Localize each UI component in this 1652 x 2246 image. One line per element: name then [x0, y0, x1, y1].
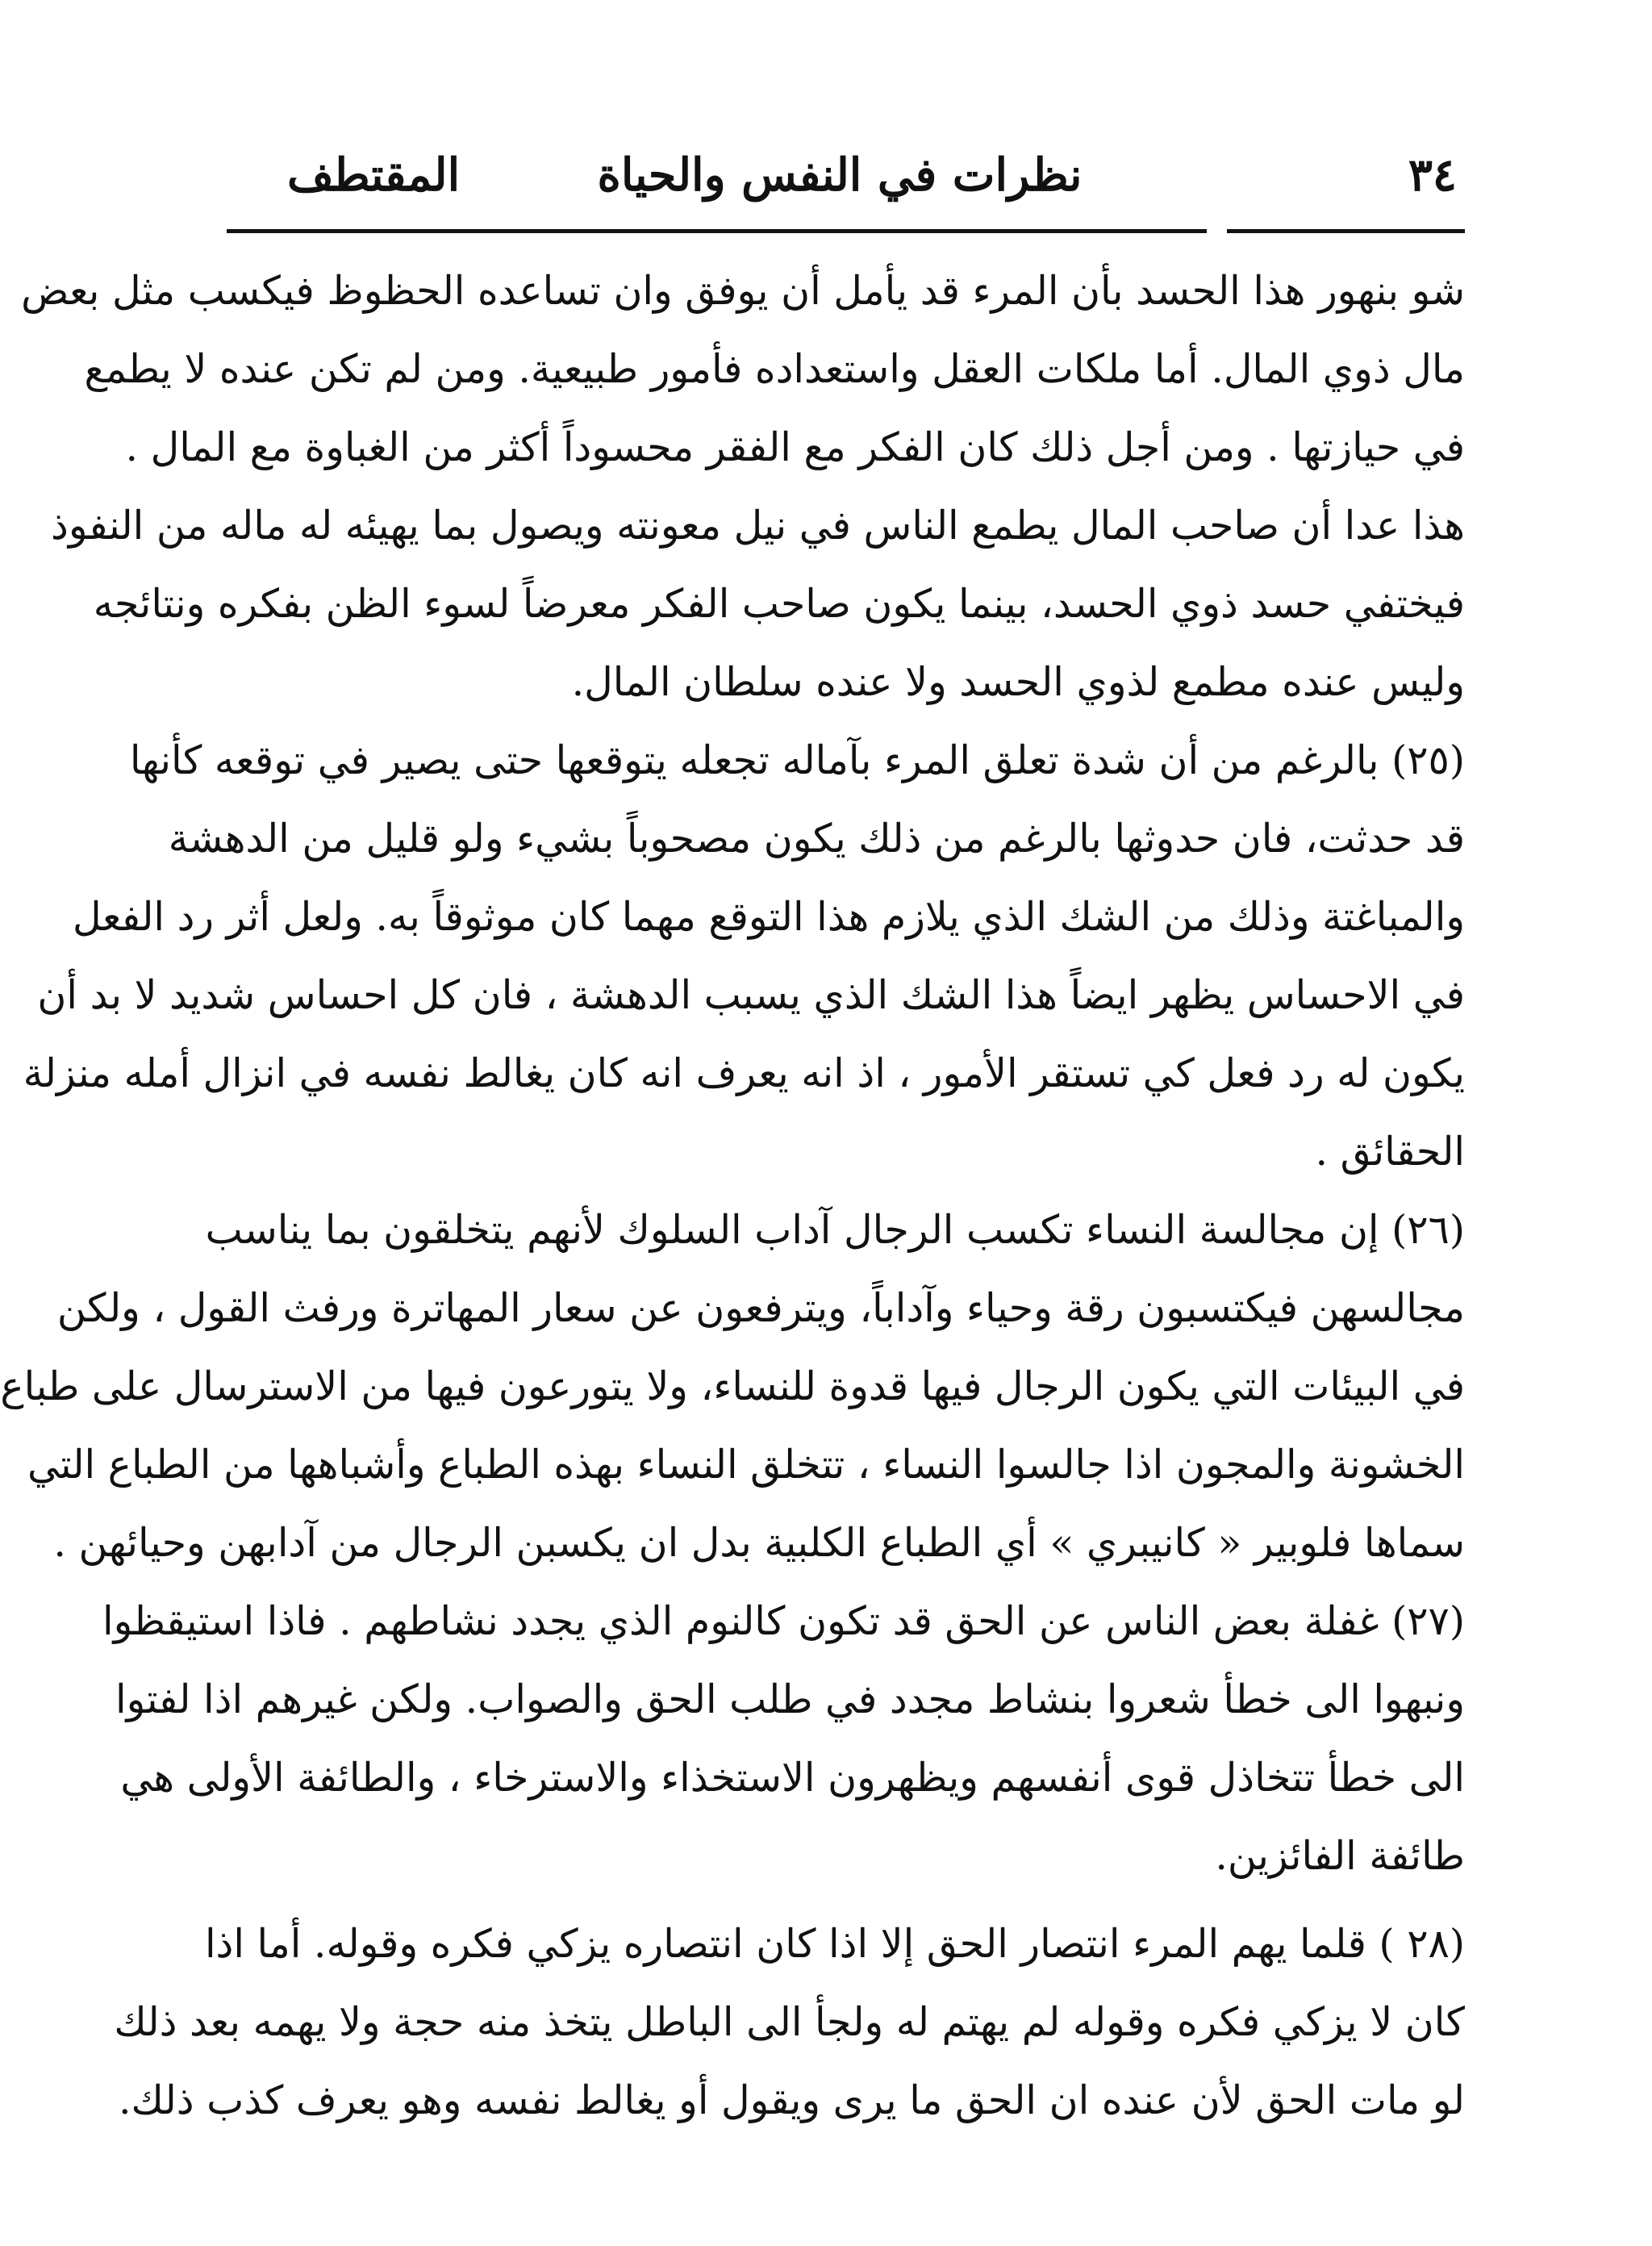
- text-line: مال ذوي المال. أما ملكات العقل واستعداده فأمور طبيعية. ومن لم تكن عنده لا يطمع: [84, 346, 1465, 392]
- text-line: والمباغتة وذلك من الشك الذي يلازم هذا التوقع مهما كان موثوقاً به. ولعل أثر رد الفعل: [72, 894, 1465, 940]
- aphorism-25-start: (٢٥) بالرغم من أن شدة تعلق المرء بآماله تجعله يتوقعها حتى يصير في توقعه كأنها: [129, 737, 1465, 783]
- text-line: في الاحساس يظهر ايضاً هذا الشك الذي يسبب الدهشة ، فان كل احساس شديد لا بد أن: [37, 972, 1465, 1018]
- page-number: ٣٤: [1408, 148, 1457, 202]
- text-line: ونبهوا الى خطأ شعروا بنشاط مجدد في طلب الحق والصواب. ولكن غيرهم اذا لفتوا: [115, 1676, 1465, 1722]
- text-line: فيختفي حسد ذوي الحسد، بينما يكون صاحب الفكر معرضاً لسوء الظن بفكره ونتائجه: [93, 581, 1465, 627]
- text-line: شو بنهور هذا الحسد بأن المرء قد يأمل أن يوفق وان تساعده الحظوظ فيكسب مثل بعض: [21, 268, 1465, 314]
- header-rule-short: [1227, 229, 1465, 233]
- text-line: في حيازتها . ومن أجل ذلك كان الفكر مع الفقر محسوداً أكثر من الغباوة مع المال .: [125, 424, 1465, 470]
- text-line: الخشونة والمجون اذا جالسوا النساء ، تتخلق النساء بهذه الطباع وأشباهها من الطباع التي: [27, 1442, 1465, 1488]
- page-header: [223, 137, 1457, 218]
- aphorism-27-start: (٢٧) غفلة بعض الناس عن الحق قد تكون كالنوم الذي يجدد نشاطهم . فاذا استيقظوا: [102, 1598, 1465, 1644]
- aphorism-28-start: (٢٨ ) قلما يهم المرء انتصار الحق إلا اذا كان انتصاره يزكي فكره وقوله. أما اذا: [204, 1921, 1465, 1967]
- article-body: [0, 252, 1465, 2140]
- text-line: هذا عدا أن صاحب المال يطمع الناس في نيل معونته ويصول بما يهيئه له ماله من النفوذ: [51, 503, 1465, 549]
- text-line: سماها فلوبير « كانيبري » أي الطباع الكلبية بدل ان يكسبن الرجال من آدابهن وحيائهن .: [53, 1520, 1465, 1566]
- aphorism-26-start: (٢٦) إن مجالسة النساء تكسب الرجال آداب السلوك لأنهم يتخلقون بما يناسب: [205, 1207, 1465, 1253]
- text-line: قد حدثت، فان حدوثها بالرغم من ذلك يكون مصحوباً بشيء ولو قليل من الدهشة: [168, 816, 1465, 862]
- text-line: طائفة الفائزين.: [1215, 1833, 1465, 1879]
- text-line: مجالسهن فيكتسبون رقة وحياء وآداباً، ويترفعون عن سعار المهاترة ورفث القول ، ولكن: [56, 1285, 1465, 1331]
- text-line: يكون له رد فعل كي تستقر الأمور ، اذ انه يعرف انه كان يغالط نفسه في انزال أمله منزلة: [23, 1050, 1465, 1096]
- running-title: نظرات في النفس والحياة: [597, 148, 1083, 202]
- text-line: كان لا يزكي فكره وقوله لم يهتم له ولجأ الى الباطل يتخذ منه حجة ولا يهمه بعد ذلك: [114, 1999, 1465, 2045]
- text-line: الحقائق .: [1315, 1129, 1465, 1175]
- journal-name: المقتطف: [287, 148, 461, 202]
- header-rule-long: [227, 229, 1207, 233]
- text-line: الى خطأ تتخاذل قوى أنفسهم ويظهرون الاستخذاء والاسترخاء ، والطائفة الأولى هي: [120, 1755, 1465, 1801]
- text-line: في البيئات التي يكون الرجال فيها قدوة للنساء، ولا يتورعون فيها من الاسترسال على طباع: [0, 1363, 1465, 1409]
- text-line: لو مات الحق لأن عنده ان الحق ما يرى ويقول أو يغالط نفسه وهو يعرف كذب ذلك.: [118, 2077, 1465, 2123]
- text-line: وليس عنده مطمع لذوي الحسد ولا عنده سلطان المال.: [571, 659, 1465, 705]
